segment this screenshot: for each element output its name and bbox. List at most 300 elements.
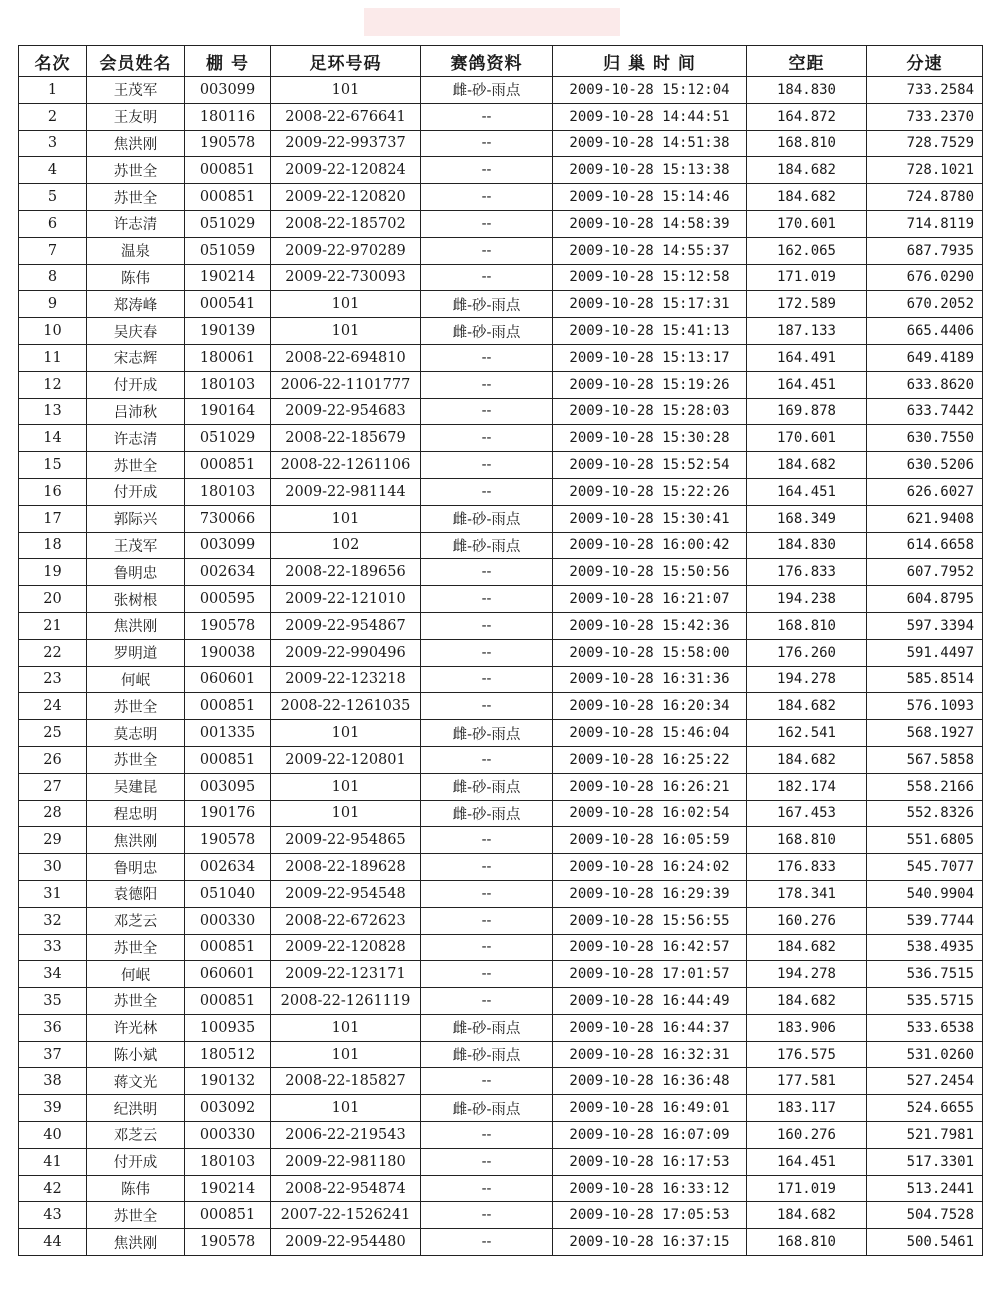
return-time-cell: 2009-10-28 16:44:49 [553,988,747,1015]
pigeon-info-cell: 雌-砂-雨点 [421,1014,553,1041]
loft-number-cell: 051059 [185,237,271,264]
rank-cell: 37 [19,1041,87,1068]
ring-number-cell: 2009-22-120801 [271,746,421,773]
rank-cell: 10 [19,318,87,345]
ring-number-cell: 101 [271,1041,421,1068]
pigeon-info-cell: -- [421,130,553,157]
distance-cell: 182.174 [747,773,867,800]
speed-cell: 504.7528 [867,1202,983,1229]
distance-cell: 176.575 [747,1041,867,1068]
loft-number-cell: 002634 [185,559,271,586]
distance-cell: 176.833 [747,854,867,881]
pigeon-info-cell: 雌-砂-雨点 [421,1095,553,1122]
table-row [19,720,983,747]
loft-number-cell: 000851 [185,1202,271,1229]
speed-cell: 517.3301 [867,1148,983,1175]
rank-cell: 16 [19,478,87,505]
pigeon-info-cell: -- [421,907,553,934]
header-row [19,46,983,77]
speed-cell: 535.5715 [867,988,983,1015]
speed-cell: 591.4497 [867,639,983,666]
pigeon-info-cell: -- [421,398,553,425]
rank-cell: 44 [19,1229,87,1256]
loft-number-cell: 190214 [185,1175,271,1202]
return-time-cell: 2009-10-28 17:05:53 [553,1202,747,1229]
pigeon-info-cell: -- [421,880,553,907]
distance-cell: 167.453 [747,800,867,827]
pigeon-info-cell: 雌-砂-雨点 [421,505,553,532]
pigeon-info-cell: -- [421,1068,553,1095]
ring-number-cell: 2008-22-954874 [271,1175,421,1202]
table-row [19,666,983,693]
pigeon-info-header: 赛鸽资料 [421,46,553,77]
rank-cell: 30 [19,854,87,881]
member-name-cell: 焦洪刚 [87,1229,185,1256]
pigeon-info-cell: 雌-砂-雨点 [421,773,553,800]
distance-cell: 177.581 [747,1068,867,1095]
table-row [19,505,983,532]
table-row [19,1175,983,1202]
distance-cell: 164.451 [747,371,867,398]
distance-cell: 160.276 [747,1122,867,1149]
loft-number-cell: 730066 [185,505,271,532]
ring-number-cell: 2008-22-1261106 [271,452,421,479]
distance-cell: 187.133 [747,318,867,345]
table-row [19,907,983,934]
member-name-cell: 许志清 [87,210,185,237]
table-row [19,1014,983,1041]
distance-cell: 184.830 [747,532,867,559]
ring-number-cell: 101 [271,318,421,345]
return-time-cell: 2009-10-28 16:32:31 [553,1041,747,1068]
return-time-cell: 2009-10-28 16:17:53 [553,1148,747,1175]
return-time-cell: 2009-10-28 14:44:51 [553,103,747,130]
table-row [19,157,983,184]
loft-number-cell: 051040 [185,880,271,907]
speed-cell: 539.7744 [867,907,983,934]
member-name-cell: 纪洪明 [87,1095,185,1122]
speed-cell: 558.2166 [867,773,983,800]
pigeon-info-cell: -- [421,934,553,961]
rank-cell: 15 [19,452,87,479]
distance-cell: 178.341 [747,880,867,907]
member-name-cell: 吴建昆 [87,773,185,800]
loft-number-cell: 000851 [185,988,271,1015]
return-time-cell: 2009-10-28 15:50:56 [553,559,747,586]
member-name-cell: 邓芝云 [87,907,185,934]
distance-cell: 176.833 [747,559,867,586]
speed-cell: 614.6658 [867,532,983,559]
distance-cell: 168.810 [747,612,867,639]
distance-cell: 162.541 [747,720,867,747]
ring-number-cell: 2009-22-123218 [271,666,421,693]
speed-cell: 630.7550 [867,425,983,452]
member-name-cell: 袁德阳 [87,880,185,907]
speed-cell: 728.1021 [867,157,983,184]
loft-number-cell: 190578 [185,612,271,639]
return-time-cell: 2009-10-28 15:14:46 [553,184,747,211]
pigeon-info-cell: -- [421,693,553,720]
pigeon-info-cell: 雌-砂-雨点 [421,77,553,104]
table-row [19,612,983,639]
rank-cell: 43 [19,1202,87,1229]
distance-cell: 169.878 [747,398,867,425]
ring-number-cell: 2009-22-954867 [271,612,421,639]
speed-cell: 500.5461 [867,1229,983,1256]
distance-header: 空距 [747,46,867,77]
pigeon-info-cell: -- [421,210,553,237]
speed-cell: 733.2584 [867,77,983,104]
speed-cell: 597.3394 [867,612,983,639]
member-name-cell: 焦洪刚 [87,612,185,639]
table-row [19,693,983,720]
rank-cell: 13 [19,398,87,425]
distance-cell: 172.589 [747,291,867,318]
ring-number-cell: 102 [271,532,421,559]
return-time-cell: 2009-10-28 15:56:55 [553,907,747,934]
pigeon-info-cell: -- [421,586,553,613]
rank-cell: 41 [19,1148,87,1175]
rank-cell: 2 [19,103,87,130]
ring-number-cell: 101 [271,505,421,532]
rank-cell: 28 [19,800,87,827]
loft-number-cell: 180103 [185,1148,271,1175]
pigeon-info-cell: -- [421,371,553,398]
table-row [19,425,983,452]
return-time-cell: 2009-10-28 16:44:37 [553,1014,747,1041]
table-row [19,1041,983,1068]
loft-number-cell: 000851 [185,746,271,773]
speed-cell: 630.5206 [867,452,983,479]
loft-number-cell: 000851 [185,452,271,479]
speed-cell: 513.2441 [867,1175,983,1202]
member-name-header: 会员姓名 [87,46,185,77]
member-name-cell: 苏世全 [87,1202,185,1229]
return-time-cell: 2009-10-28 16:37:15 [553,1229,747,1256]
return-time-cell: 2009-10-28 15:12:58 [553,264,747,291]
member-name-cell: 郭际兴 [87,505,185,532]
rank-cell: 34 [19,961,87,988]
return-time-cell: 2009-10-28 16:20:34 [553,693,747,720]
distance-cell: 160.276 [747,907,867,934]
loft-number-cell: 060601 [185,666,271,693]
ring-number-cell: 2008-22-672623 [271,907,421,934]
pigeon-info-cell: -- [421,184,553,211]
table-row [19,880,983,907]
rank-cell: 1 [19,77,87,104]
rank-cell: 8 [19,264,87,291]
return-time-cell: 2009-10-28 16:25:22 [553,746,747,773]
loft-number-cell: 190578 [185,1229,271,1256]
pigeon-info-cell: -- [421,854,553,881]
rank-cell: 18 [19,532,87,559]
rank-cell: 40 [19,1122,87,1149]
speed-cell: 728.7529 [867,130,983,157]
rank-cell: 3 [19,130,87,157]
member-name-cell: 苏世全 [87,452,185,479]
loft-number-cell: 180512 [185,1041,271,1068]
ring-number-cell: 2009-22-123171 [271,961,421,988]
pigeon-info-cell: -- [421,157,553,184]
loft-number-cell: 000851 [185,184,271,211]
table-row [19,1229,983,1256]
table-row [19,371,983,398]
loft-number-cell: 180061 [185,344,271,371]
pigeon-info-cell: -- [421,1229,553,1256]
table-row [19,318,983,345]
ring-number-cell: 2009-22-954683 [271,398,421,425]
ring-number-cell: 101 [271,77,421,104]
loft-number-cell: 003092 [185,1095,271,1122]
ring-number-cell: 2007-22-1526241 [271,1202,421,1229]
member-name-cell: 苏世全 [87,746,185,773]
speed-cell: 551.6805 [867,827,983,854]
member-name-cell: 温泉 [87,237,185,264]
table-row [19,961,983,988]
return-time-cell: 2009-10-28 16:26:21 [553,773,747,800]
member-name-cell: 苏世全 [87,988,185,1015]
return-time-cell: 2009-10-28 15:42:36 [553,612,747,639]
speed-cell: 714.8119 [867,210,983,237]
member-name-cell: 蒋文光 [87,1068,185,1095]
speed-cell: 676.0290 [867,264,983,291]
distance-cell: 171.019 [747,264,867,291]
rank-cell: 27 [19,773,87,800]
loft-number-cell: 180116 [185,103,271,130]
return-time-cell: 2009-10-28 15:52:54 [553,452,747,479]
return-time-cell: 2009-10-28 16:29:39 [553,880,747,907]
member-name-cell: 许光林 [87,1014,185,1041]
table-row [19,237,983,264]
return-time-cell: 2009-10-28 16:07:09 [553,1122,747,1149]
distance-cell: 164.451 [747,478,867,505]
member-name-cell: 苏世全 [87,934,185,961]
return-time-cell: 2009-10-28 15:58:00 [553,639,747,666]
return-time-cell: 2009-10-28 15:22:26 [553,478,747,505]
pigeon-info-cell: -- [421,1122,553,1149]
speed-cell: 733.2370 [867,103,983,130]
race-results-table [18,45,983,1256]
rank-cell: 21 [19,612,87,639]
distance-cell: 168.810 [747,827,867,854]
table-row [19,1068,983,1095]
rank-cell: 32 [19,907,87,934]
table-row [19,264,983,291]
rank-cell: 39 [19,1095,87,1122]
return-time-cell: 2009-10-28 15:28:03 [553,398,747,425]
speed-cell: 524.6655 [867,1095,983,1122]
table-row [19,1148,983,1175]
table-row [19,1122,983,1149]
ring-number-cell: 2009-22-120820 [271,184,421,211]
table-row [19,1202,983,1229]
table-row [19,344,983,371]
table-row [19,184,983,211]
member-name-cell: 鲁明忠 [87,854,185,881]
distance-cell: 164.451 [747,1148,867,1175]
rank-cell: 25 [19,720,87,747]
member-name-cell: 王茂军 [87,532,185,559]
ring-number-cell: 2006-22-1101777 [271,371,421,398]
speed-cell: 527.2454 [867,1068,983,1095]
distance-cell: 168.349 [747,505,867,532]
rank-cell: 23 [19,666,87,693]
rank-cell: 22 [19,639,87,666]
table-row [19,827,983,854]
loft-number-cell: 051029 [185,210,271,237]
return-time-cell: 2009-10-28 14:55:37 [553,237,747,264]
pigeon-info-cell: 雌-砂-雨点 [421,532,553,559]
loft-number-cell: 001335 [185,720,271,747]
rank-cell: 33 [19,934,87,961]
member-name-cell: 付开成 [87,478,185,505]
return-time-cell: 2009-10-28 16:02:54 [553,800,747,827]
speed-cell: 670.2052 [867,291,983,318]
return-time-cell: 2009-10-28 15:41:13 [553,318,747,345]
return-time-cell: 2009-10-28 16:36:48 [553,1068,747,1095]
ring-number-cell: 2008-22-185702 [271,210,421,237]
rank-cell: 36 [19,1014,87,1041]
loft-number-cell: 190038 [185,639,271,666]
distance-cell: 194.278 [747,666,867,693]
distance-cell: 170.601 [747,425,867,452]
table-row [19,130,983,157]
member-name-cell: 罗明道 [87,639,185,666]
pigeon-info-cell: -- [421,639,553,666]
distance-cell: 171.019 [747,1175,867,1202]
distance-cell: 162.065 [747,237,867,264]
pigeon-info-cell: -- [421,988,553,1015]
member-name-cell: 郑涛峰 [87,291,185,318]
pigeon-info-cell: -- [421,425,553,452]
pigeon-info-cell: -- [421,559,553,586]
pigeon-info-cell: -- [421,452,553,479]
loft-number-cell: 190139 [185,318,271,345]
ring-number-cell: 2009-22-120828 [271,934,421,961]
return-time-cell: 2009-10-28 15:12:04 [553,77,747,104]
ring-number-cell: 2008-22-1261035 [271,693,421,720]
member-name-cell: 程忠明 [87,800,185,827]
rank-cell: 17 [19,505,87,532]
table-row [19,639,983,666]
table-row [19,934,983,961]
ring-number-cell: 2009-22-981180 [271,1148,421,1175]
loft-number-cell: 002634 [185,854,271,881]
rank-cell: 5 [19,184,87,211]
return-time-cell: 2009-10-28 16:05:59 [553,827,747,854]
loft-number-cell: 003095 [185,773,271,800]
ring-number-cell: 2009-22-730093 [271,264,421,291]
speed-cell: 521.7981 [867,1122,983,1149]
distance-cell: 164.491 [747,344,867,371]
ring-number-cell: 2008-22-676641 [271,103,421,130]
table-row [19,210,983,237]
member-name-cell: 王友明 [87,103,185,130]
speed-cell: 567.5858 [867,746,983,773]
return-time-cell: 2009-10-28 16:49:01 [553,1095,747,1122]
member-name-cell: 付开成 [87,371,185,398]
rank-cell: 19 [19,559,87,586]
distance-cell: 184.682 [747,746,867,773]
speed-cell: 633.8620 [867,371,983,398]
ring-number-cell: 2009-22-954865 [271,827,421,854]
rank-cell: 6 [19,210,87,237]
speed-cell: 687.7935 [867,237,983,264]
return-time-cell: 2009-10-28 15:46:04 [553,720,747,747]
return-time-cell: 2009-10-28 15:30:28 [553,425,747,452]
distance-cell: 184.682 [747,1202,867,1229]
pigeon-info-cell: -- [421,1148,553,1175]
pigeon-info-cell: -- [421,237,553,264]
rank-cell: 9 [19,291,87,318]
table-row [19,77,983,104]
ring-number-cell: 2008-22-189656 [271,559,421,586]
distance-cell: 170.601 [747,210,867,237]
ring-number-cell: 2008-22-185827 [271,1068,421,1095]
table-body [19,77,983,1256]
return-time-cell: 2009-10-28 16:24:02 [553,854,747,881]
table-row [19,291,983,318]
rank-cell: 14 [19,425,87,452]
pigeon-info-cell: -- [421,344,553,371]
return-time-cell: 2009-10-28 16:21:07 [553,586,747,613]
pigeon-info-cell: 雌-砂-雨点 [421,720,553,747]
ring-number-cell: 2008-22-189628 [271,854,421,881]
rank-cell: 11 [19,344,87,371]
table-row [19,854,983,881]
loft-number-cell: 051029 [185,425,271,452]
rank-header: 名次 [19,46,87,77]
distance-cell: 168.810 [747,1229,867,1256]
return-time-cell: 2009-10-28 16:00:42 [553,532,747,559]
return-time-cell: 2009-10-28 15:13:17 [553,344,747,371]
pigeon-info-cell: -- [421,612,553,639]
loft-number-cell: 003099 [185,532,271,559]
loft-number-cell: 060601 [185,961,271,988]
speed-cell: 531.0260 [867,1041,983,1068]
pigeon-info-cell: -- [421,264,553,291]
member-name-cell: 苏世全 [87,693,185,720]
pigeon-info-cell: 雌-砂-雨点 [421,291,553,318]
rank-cell: 42 [19,1175,87,1202]
rank-cell: 35 [19,988,87,1015]
ring-number-cell: 2009-22-981144 [271,478,421,505]
return-time-cell: 2009-10-28 15:13:38 [553,157,747,184]
rank-cell: 24 [19,693,87,720]
rank-cell: 29 [19,827,87,854]
loft-number-cell: 000851 [185,693,271,720]
member-name-cell: 张树根 [87,586,185,613]
table-row [19,746,983,773]
distance-cell: 183.906 [747,1014,867,1041]
return-time-cell: 2009-10-28 15:19:26 [553,371,747,398]
rank-cell: 31 [19,880,87,907]
loft-number-cell: 100935 [185,1014,271,1041]
ring-number-cell: 2009-22-954548 [271,880,421,907]
return-time-cell: 2009-10-28 16:42:57 [553,934,747,961]
pigeon-info-cell: 雌-砂-雨点 [421,800,553,827]
speed-header: 分速 [867,46,983,77]
table-row [19,559,983,586]
loft-number-header: 棚 号 [185,46,271,77]
loft-number-cell: 190214 [185,264,271,291]
speed-cell: 724.8780 [867,184,983,211]
ring-number-cell: 101 [271,773,421,800]
table-row [19,773,983,800]
ring-number-cell: 101 [271,720,421,747]
speed-cell: 540.9904 [867,880,983,907]
speed-cell: 633.7442 [867,398,983,425]
